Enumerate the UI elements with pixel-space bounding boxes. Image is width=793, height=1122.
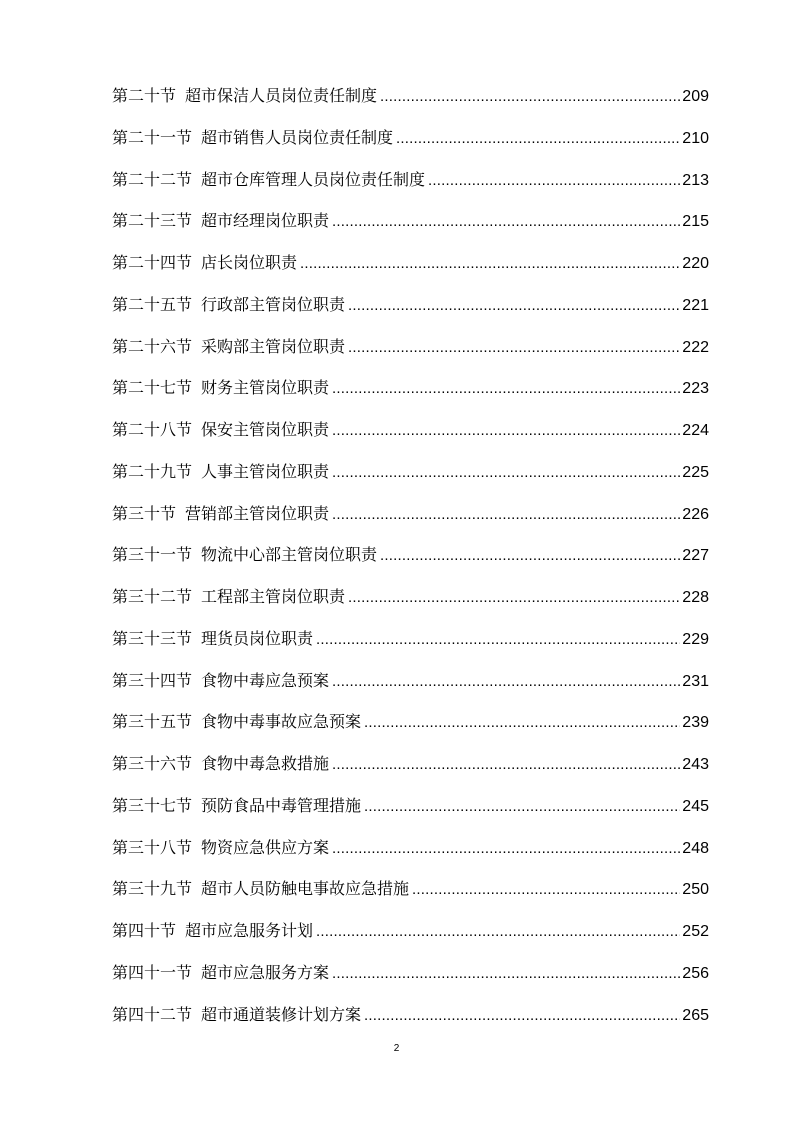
toc-entry-page-number: 229	[682, 630, 709, 648]
toc-entry-page-number: 231	[682, 672, 709, 690]
toc-entry[interactable]	[112, 417, 709, 459]
toc-entry-section: 第三十四节	[112, 670, 193, 690]
toc-entry-page-number: 225	[682, 463, 709, 481]
toc-entry-section: 第三十七节	[112, 795, 193, 815]
toc-entry-leader-dots	[364, 1007, 680, 1024]
toc-entry[interactable]	[112, 626, 709, 668]
toc-entry-section: 第四十一节	[112, 962, 193, 982]
toc-entry-leader-dots	[300, 255, 680, 272]
toc-entry[interactable]	[112, 876, 709, 918]
toc-entry[interactable]	[112, 167, 709, 209]
toc-entry-leader-dots	[316, 631, 680, 648]
toc-entry-leader-dots	[332, 965, 680, 982]
toc-entry-page-number: 222	[682, 338, 709, 356]
toc-entry[interactable]	[112, 250, 709, 292]
toc-entry-leader-dots	[332, 422, 680, 439]
toc-entry[interactable]	[112, 584, 709, 626]
toc-entry-section: 第二十四节	[112, 253, 193, 272]
toc-entry-page-number: 215	[682, 213, 709, 231]
toc-entry-page-number: 213	[682, 171, 709, 189]
toc-entry-title: 食物中毒应急预案	[201, 670, 330, 690]
toc-entry-title: 预防食品中毒管理措施	[201, 795, 362, 815]
toc-entry-section: 第三十一节	[112, 545, 193, 565]
toc-entry-title: 超市保洁人员岗位责任制度	[185, 86, 378, 105]
toc-entry[interactable]	[112, 542, 709, 584]
toc-entry[interactable]	[112, 334, 709, 376]
toc-entry-section: 第三十三节	[112, 628, 193, 648]
toc-entry-section: 第三十八节	[112, 837, 193, 857]
toc-entry[interactable]	[112, 751, 709, 793]
toc-entry[interactable]	[112, 918, 709, 960]
toc-entry-leader-dots	[364, 714, 680, 731]
toc-entry-page-number: 245	[682, 797, 709, 815]
toc-entry-leader-dots	[316, 923, 680, 940]
toc-entry-leader-dots	[428, 172, 680, 189]
toc-entry-section: 第二十七节	[112, 378, 193, 398]
toc-entry-leader-dots	[348, 589, 680, 606]
toc-entry-page-number: 239	[682, 714, 709, 732]
toc-entry[interactable]	[112, 960, 709, 1002]
toc-entry-title: 保安主管岗位职责	[201, 420, 330, 439]
toc-entry-leader-dots	[412, 881, 680, 898]
page-number: 2	[393, 1043, 400, 1054]
toc-entry-page-number: 243	[682, 756, 709, 773]
toc-entry-page-number: 221	[682, 296, 709, 314]
toc-entry-title: 人事主管岗位职责	[201, 461, 330, 481]
toc-entry-section: 第二十节	[112, 86, 177, 105]
toc-entry-page-number: 252	[682, 923, 709, 940]
toc-entry-section: 第二十六节	[112, 336, 193, 356]
toc-entry-title: 店长岗位职责	[201, 253, 298, 272]
toc-entry[interactable]	[112, 208, 709, 250]
toc-entry-title: 采购部主管岗位职责	[201, 336, 346, 356]
toc-entry-page-number: 227	[682, 547, 709, 565]
toc-entry-title: 物流中心部主管岗位职责	[201, 545, 378, 565]
toc-entry-page-number: 265	[682, 1006, 709, 1024]
toc-entry-leader-dots	[332, 756, 680, 773]
toc-entry-title: 行政部主管岗位职责	[201, 294, 346, 314]
toc-entry-title: 超市销售人员岗位责任制度	[201, 127, 394, 147]
toc-entry-section: 第二十一节	[112, 127, 193, 147]
toc-entry-title: 超市人员防触电事故应急措施	[201, 879, 410, 899]
toc-entry-section: 第二十二节	[112, 169, 193, 189]
toc-entry[interactable]	[112, 668, 709, 710]
toc-entry[interactable]	[112, 83, 709, 125]
toc-entry[interactable]	[112, 793, 709, 835]
toc-entry[interactable]	[112, 1002, 709, 1044]
toc-entry-page-number: 220	[682, 255, 709, 272]
toc-entry-title: 财务主管岗位职责	[201, 378, 330, 398]
toc-entry-title: 营销部主管岗位职责	[185, 503, 330, 523]
toc-entry-leader-dots	[348, 297, 680, 314]
toc-entry-title: 食物中毒事故应急预案	[201, 712, 362, 732]
toc-entry-section: 第三十节	[112, 503, 177, 523]
toc-entry-leader-dots	[396, 130, 680, 147]
toc-entry-page-number: 209	[682, 88, 709, 105]
toc-entry-title: 超市通道装修计划方案	[201, 1004, 362, 1024]
toc-entry-section: 第四十节	[112, 921, 177, 940]
toc-entry-leader-dots	[332, 464, 680, 481]
toc-entry-page-number: 228	[682, 589, 709, 606]
toc-entry-section: 第三十六节	[112, 754, 193, 773]
toc-entry-page-number: 210	[682, 129, 709, 147]
toc-entry-leader-dots	[332, 380, 680, 397]
toc-entry-page-number: 250	[682, 881, 709, 899]
toc-entry-section: 第二十三节	[112, 211, 193, 231]
toc-entry-section: 第三十九节	[112, 879, 193, 899]
toc-entry-title: 超市仓库管理人员岗位责任制度	[201, 169, 426, 189]
toc-entry-title: 物资应急供应方案	[201, 837, 330, 857]
toc-entry-section: 第二十九节	[112, 461, 193, 481]
toc-entry-leader-dots	[364, 798, 680, 815]
toc-entry-leader-dots	[332, 506, 680, 523]
toc-entry-leader-dots	[332, 840, 680, 857]
toc-entry-title: 理货员岗位职责	[201, 628, 314, 648]
toc-entry-page-number: 256	[682, 964, 709, 982]
toc-entry[interactable]	[112, 835, 709, 877]
toc-entry[interactable]	[112, 125, 709, 167]
table-of-contents	[112, 83, 709, 1043]
toc-entry[interactable]	[112, 375, 709, 417]
toc-entry[interactable]	[112, 292, 709, 334]
toc-entry-title: 超市经理岗位职责	[201, 211, 330, 231]
toc-entry-title: 超市应急服务计划	[185, 921, 314, 940]
toc-entry-section: 第三十二节	[112, 587, 193, 606]
toc-entry[interactable]	[112, 709, 709, 751]
toc-entry-title: 工程部主管岗位职责	[201, 587, 346, 606]
toc-entry-leader-dots	[348, 339, 680, 356]
toc-entry-section: 第四十二节	[112, 1004, 193, 1024]
toc-entry-section: 第三十五节	[112, 712, 193, 732]
toc-entry-leader-dots	[380, 547, 680, 564]
toc-entry-page-number: 248	[682, 839, 709, 857]
toc-entry-leader-dots	[332, 673, 680, 690]
toc-entry[interactable]	[112, 501, 709, 543]
toc-entry[interactable]	[112, 459, 709, 501]
toc-entry-section: 第二十八节	[112, 420, 193, 439]
toc-entry-page-number: 224	[682, 422, 709, 439]
toc-entry-page-number: 226	[682, 505, 709, 523]
toc-entry-page-number: 223	[682, 380, 709, 398]
toc-entry-leader-dots	[332, 213, 680, 230]
toc-entry-section: 第二十五节	[112, 294, 193, 314]
toc-entry-title: 食物中毒急救措施	[201, 754, 330, 773]
toc-entry-title: 超市应急服务方案	[201, 962, 330, 982]
toc-entry-leader-dots	[380, 88, 680, 105]
